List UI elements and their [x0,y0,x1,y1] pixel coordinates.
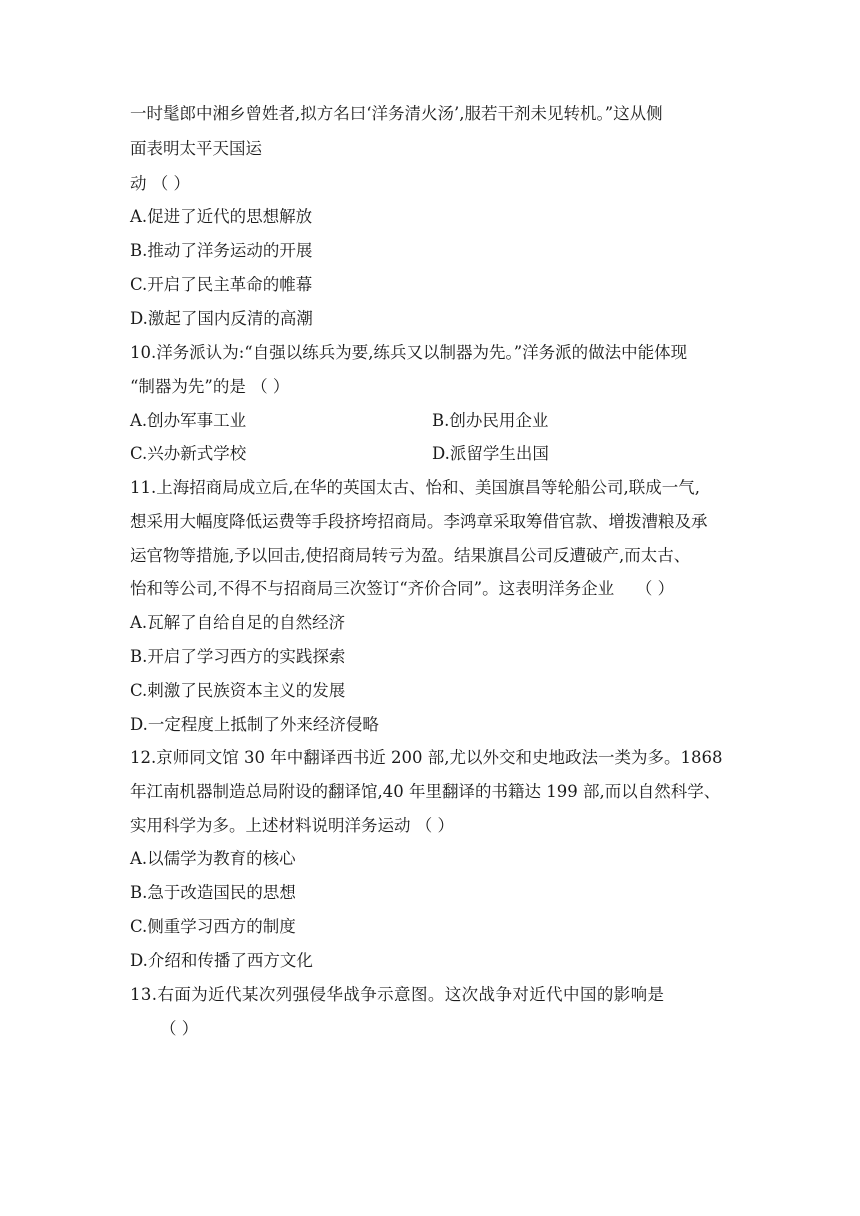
q11-stem-line-1: 11.上海招商局成立后,在华的英国太古、怡和、美国旗昌等轮船公司,联成一气, [130,478,700,497]
q11-option-b: B.开启了学习西方的实践探索 [130,647,346,666]
q11-stem-line-3: 运官物等措施,予以回击,使招商局转亏为盈。结果旗昌公司反遭破产,而太古、 [130,546,691,565]
q9-stem-line-2: 面表明太平天国运 [130,139,262,158]
q11-option-d: D.一定程度上抵制了外来经济侵略 [130,715,379,734]
q9-stem-line-3: 动 （ ） [130,174,190,193]
q12-option-c: C.侧重学习西方的制度 [130,917,296,936]
q13-stem-line-2: （ ） [160,1019,199,1038]
q9-stem-line-1: 一时髦郎中湘乡曾姓者,拟方名曰‘洋务清火汤’,服若干剂未见转机。”这从侧 [130,104,663,123]
q10-option-d: D.派留学生出国 [432,444,549,463]
q10-stem-line-2: “制器为先”的是 （ ） [130,377,290,396]
q12-stem-line-3: 实用科学为多。上述材料说明洋务运动 （ ） [130,816,454,835]
q12-option-b: B.急于改造国民的思想 [130,883,296,902]
q9-option-c: C.开启了民主革命的帷幕 [130,275,313,294]
q12-option-a: A.以儒学为教育的核心 [130,849,296,868]
q9-option-b: B.推动了洋务运动的开展 [130,241,313,260]
q10-stem-line-1: 10.洋务派认为:“自强以练兵为要,练兵又以制器为先。”洋务派的做法中能体现 [130,343,688,362]
q11-stem-line-2: 想采用大幅度降低运费等手段挤垮招商局。李鸿章采取筹借官款、增拨漕粮及承 [130,512,708,531]
q10-option-a: A.创办军事工业 [130,411,247,430]
q9-option-d: D.激起了国内反清的高潮 [130,309,313,328]
q10-option-b: B.创办民用企业 [432,411,549,430]
q12-stem-line-2: 年江南机器制造总局附设的翻译馆,40 年里翻译的书籍达 199 部,而以自然科学、 [130,782,721,801]
q10-option-c: C.兴办新式学校 [130,444,247,463]
q11-stem-line-4: 怡和等公司,不得不与招商局三次签订“齐价合同”。这表明洋务企业 （ ） [130,579,675,598]
q11-option-c: C.刺激了民族资本主义的发展 [130,681,346,700]
q11-option-a: A.瓦解了自给自足的自然经济 [130,613,346,632]
q13-stem-line-1: 13.右面为近代某次列强侵华战争示意图。这次战争对近代中国的影响是 [130,985,665,1004]
q12-stem-line-1: 12.京师同文馆 30 年中翻译西书近 200 部,尤以外交和史地政法一类为多。1868 [130,748,723,767]
q9-option-a: A.促进了近代的思想解放 [130,207,313,226]
q12-option-d: D.介绍和传播了西方文化 [130,951,313,970]
